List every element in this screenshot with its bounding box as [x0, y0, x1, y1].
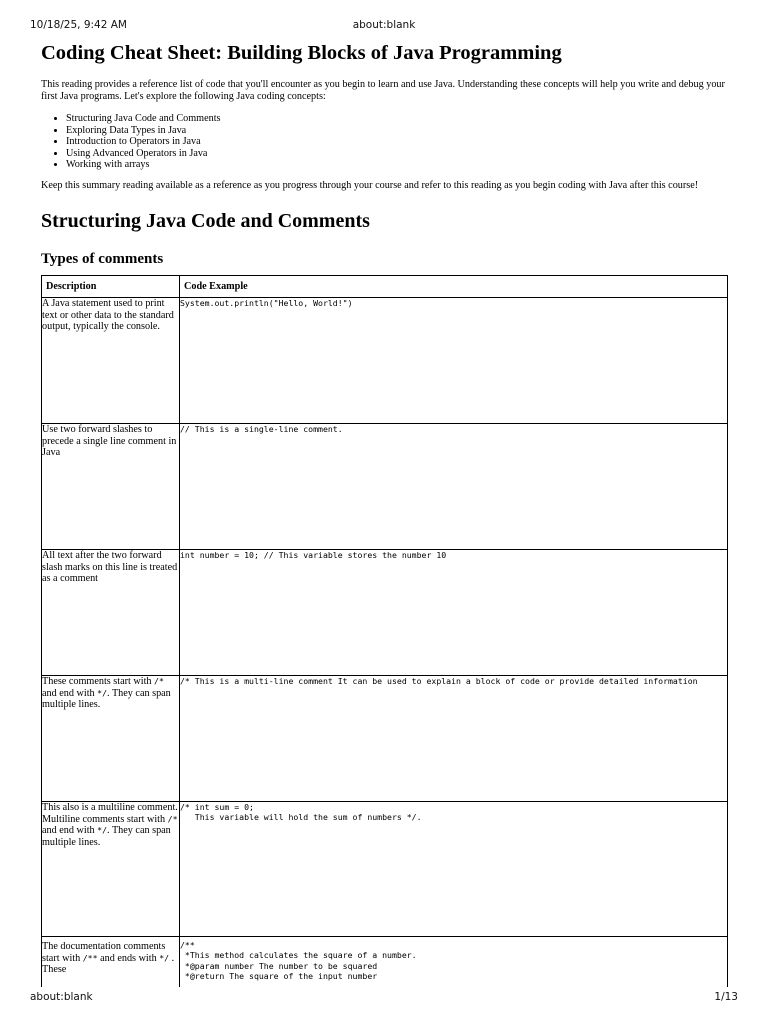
comments-table: [41, 275, 728, 1002]
print-footer: [0, 991, 768, 1007]
topic-item: • Exploring Data Types in Java: [66, 125, 728, 137]
table-row: [42, 298, 728, 424]
topic-item: • Introduction to Operators in Java: [66, 136, 728, 148]
print-header: [0, 19, 768, 35]
table-row: [42, 802, 728, 937]
row-description: [42, 802, 180, 937]
row-description: All text after the two forward slash marks on this line is treated as a comment: [42, 550, 180, 676]
row-description: [42, 676, 180, 802]
desc-text: and ends with: [97, 952, 160, 964]
code-block: // This is a single-line comment.: [180, 424, 343, 434]
topic-item: • Structuring Java Code and Comments: [66, 113, 728, 125]
code-block: int number = 10; // This variable stores the number 10: [180, 550, 447, 560]
subsection-heading: Types of comments: [41, 250, 164, 267]
desc-text: The documentation comments start with: [42, 941, 166, 964]
desc-text: These comments start with: [42, 676, 155, 687]
document-body: [41, 40, 728, 269]
row-code-cell: [180, 802, 728, 937]
code-block: System.out.println("Hello, World!"): [180, 298, 353, 308]
inline-code: /**: [82, 952, 98, 963]
intro-paragraph: This reading provides a reference list of code that you'll encounter as you begin to learn and use Java. Understanding these concepts will help you write and debug your first Java programs. Let's explore the following Java coding concepts:: [41, 79, 725, 102]
inline-code: */: [97, 825, 108, 836]
keep-note: Keep this summary reading available as a reference as you progress through your course and refer to this reading as you begin coding with Java after this course!: [41, 179, 699, 191]
code-block: /** *This method calculates the square of a number. *@param number The number to be squared *@return The square of the input number: [180, 940, 417, 982]
document-title: Coding Cheat Sheet: Building Blocks of Java Programming: [41, 42, 562, 64]
print-page-title: about:blank: [352, 19, 416, 31]
table-row: [42, 550, 728, 676]
header-code-example: Code Example: [180, 276, 728, 298]
desc-text: This also is a multiline comment. Multiline comments start with: [42, 802, 178, 825]
print-url: about:blank: [30, 991, 93, 1003]
row-code-cell: [180, 550, 728, 676]
row-code-cell: [180, 424, 728, 550]
inline-code: */: [159, 952, 170, 963]
row-description: Use two forward slashes to precede a single line comment in Java: [42, 424, 180, 550]
row-description: A Java statement used to print text or other data to the standard output, typically the console.: [42, 298, 180, 424]
table-header-row: [42, 276, 728, 298]
code-block: /* This is a multi-line comment It can be used to explain a block of code or provide detailed information: [180, 676, 698, 686]
table-row: [42, 424, 728, 550]
inline-code: */: [97, 687, 108, 698]
desc-text: . These: [42, 952, 175, 976]
desc-text: and end with: [42, 825, 98, 837]
topic-item: • Working with arrays: [66, 159, 728, 171]
code-block: /* int sum = 0; This variable will hold the sum of numbers */.: [180, 802, 422, 823]
topics-list: [41, 113, 728, 171]
inline-code: /*: [154, 676, 164, 686]
print-datetime: 10/18/25, 9:42 AM: [30, 19, 127, 31]
desc-text: . They can span multiple lines.: [42, 825, 171, 848]
section-heading: Structuring Java Code and Comments: [41, 209, 370, 232]
print-page-count: 1/13: [714, 991, 738, 1003]
table-row: [42, 676, 728, 802]
header-description: Description: [42, 276, 180, 298]
row-code-cell: [180, 676, 728, 802]
desc-text: and end with: [42, 687, 98, 699]
topic-item: • Using Advanced Operators in Java: [66, 148, 728, 160]
row-code-cell: [180, 298, 728, 424]
inline-code: /*: [167, 813, 178, 824]
desc-text: . They can span multiple lines.: [42, 687, 171, 711]
